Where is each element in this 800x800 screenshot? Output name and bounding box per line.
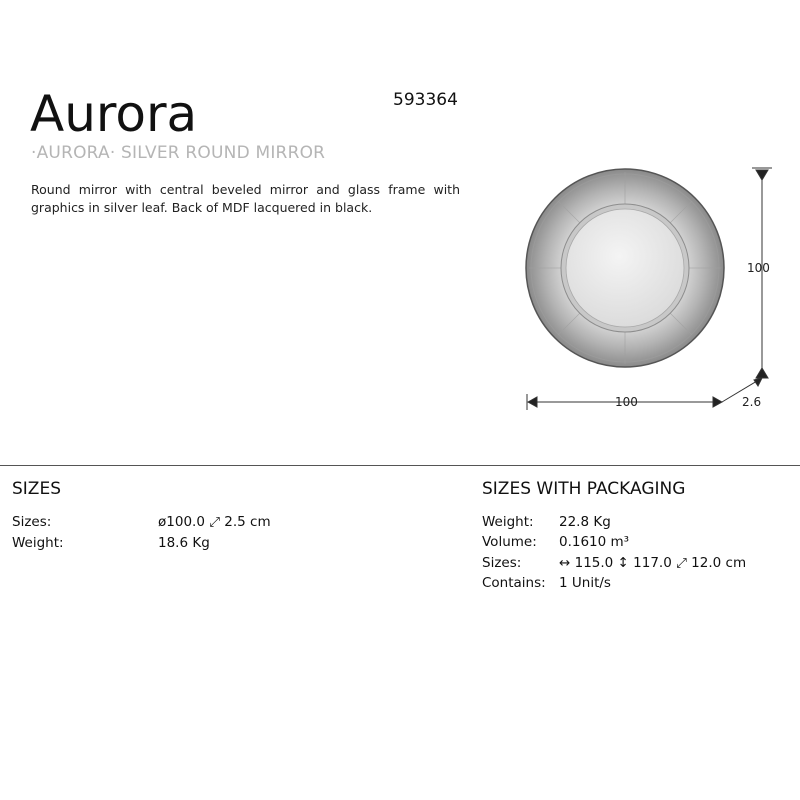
packaging-weight-label: Weight: [482,514,534,530]
width-dimension-label: 100 [615,395,638,409]
product-name: Aurora [30,85,198,143]
packaging-volume-value: 0.1610 m³ [559,534,630,550]
product-description: Round mirror with central beveled mirror and glass frame with graphics in silver leaf. Back of MDF lacquered in black. [31,182,460,215]
product-code: 593364 [393,90,458,110]
packaging-contains-label: Contains: [482,575,546,591]
section-divider [0,465,800,466]
weight-value: 18.6 Kg [158,535,210,551]
mirror-illustration [526,169,724,367]
packaging-sizes-label: Sizes: [482,555,522,571]
weight-label: Weight: [12,535,64,551]
packaging-section-title: SIZES WITH PACKAGING [482,479,686,499]
product-subtitle: ·AURORA· SILVER ROUND MIRROR [31,143,326,163]
packaging-sizes-value: ↔ 115.0 ↕ 117.0 ⤢ 12.0 cm [559,555,747,571]
packaging-contains-value: 1 Unit/s [559,575,611,591]
height-dimension-label: 100 [747,261,770,275]
sizes-section-title: SIZES [12,479,61,499]
packaging-volume-label: Volume: [482,534,537,550]
depth-dimension-label: 2.6 [742,395,762,409]
sizes-label: Sizes: [12,514,52,530]
sizes-value: ø100.0 ⤢ 2.5 cm [158,514,271,530]
packaging-weight-value: 22.8 Kg [559,514,611,530]
